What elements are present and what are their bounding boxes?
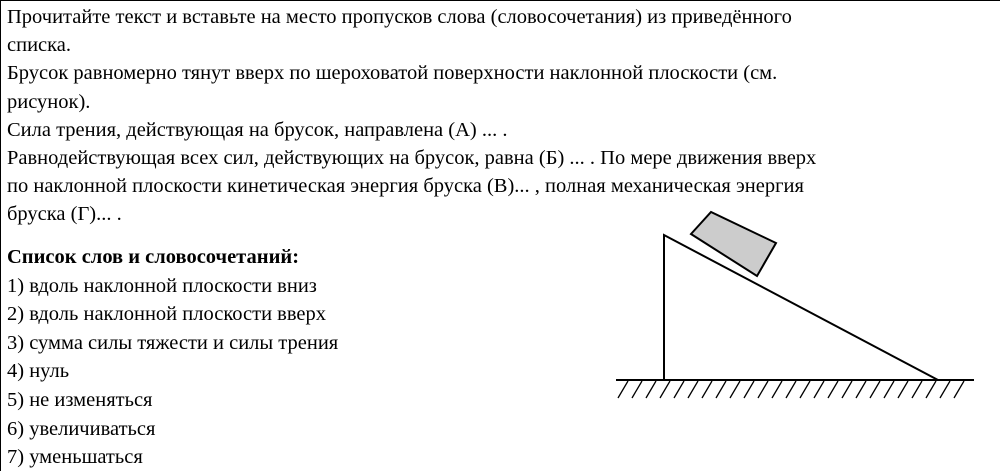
task-line: Сила трения, действующая на брусок, направлена (А) ... . (7, 118, 508, 141)
word-list-item: 1) вдоль наклонной плоскости вниз (7, 274, 317, 297)
word-list-item: 3) сумма силы тяжести и силы трения (7, 331, 339, 354)
task-line: Прочитайте текст и вставьте на место пропусков слова (словосочетания) из приведённого (7, 6, 792, 28)
task-line: Равнодействующая всех сил, действующих на брусок, равна (Б) ... . По мере движения вверх (7, 147, 817, 170)
inclined-plane-figure (612, 205, 982, 410)
word-list-item: 2) вдоль наклонной плоскости вверх (7, 303, 327, 326)
ground-hatching (618, 381, 964, 398)
word-list-title: Список слов и словосочетаний: (7, 246, 300, 268)
word-list-item: 5) не изменяться (7, 388, 153, 411)
word-list-item: 4) нуль (7, 360, 70, 383)
word-list-item: 7) уменьшаться (7, 446, 143, 469)
task-line: Брусок равномерно тянут вверх по шероховатой поверхности наклонной плоскости (см. (7, 62, 778, 85)
task-line: по наклонной плоскости кинетическая энергия бруска (В)... , полная механическая энергия (7, 175, 804, 198)
inclined-plane (664, 235, 938, 380)
task-line: списка. (7, 34, 72, 57)
task-line: бруска (Г)... . (7, 203, 122, 226)
word-list (7, 243, 338, 472)
task-line: рисунок). (7, 90, 91, 113)
word-list-item: 6) увеличиваться (7, 417, 156, 440)
task-text (7, 3, 997, 229)
